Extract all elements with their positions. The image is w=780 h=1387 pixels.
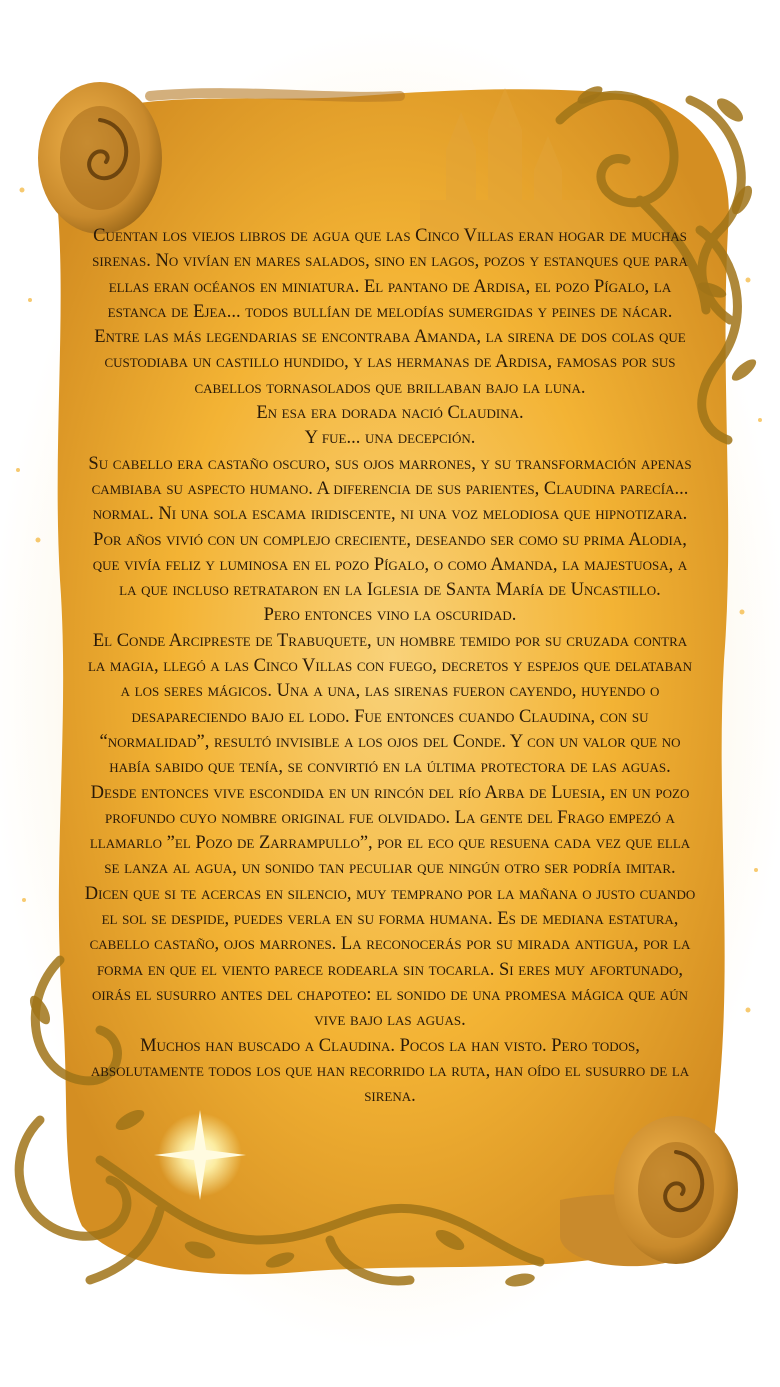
story-paragraph: Pero entonces vino la oscuridad. — [263, 605, 517, 626]
story-paragraph: Dicen que si te acercas en silencio, muy temprano por la mañana o justo cuando el sol se despide, puedes verla en su forma humana. Es de mediana estatura, cabello castaño, ojos marrones. La reconocerás por su mirada antigua, por la forma en que el viento parece rodearla sin tocarla. Si eres muy afortunado, oirás el susurro antes del chapoteo: el sonido de una promesa mágica que aún vive bajo las aguas. — [84, 883, 696, 1031]
story-paragraph: Su cabello era castaño oscuro, sus ojos marrones, y su transformación apenas cambiaba su aspecto humano. A diferencia de sus parientes, Claudina parecía... normal. Ni una sola escama iridiscente, ni una voz melodiosa que hipnotizara. — [88, 453, 692, 525]
story-paragraph: Muchos han buscado a Claudina. Pocos la han visto. Pero todos, absolutamente todos los que han recorrido la ruta, han oído el susurro de la sirena. — [90, 1035, 690, 1107]
story-paragraph: El Conde Arcipreste de Trabuquete, un hombre temido por su cruzada contra la magia, llegó a las Cinco Villas con fuego, decretos y espejos que delataban a los seres mágicos. Una a una, las sirenas fueron cayendo, huyendo o desapareciendo bajo el lodo. Fue entonces cuando Claudina, con su “normalidad”, resultó invisible a los ojos del Conde. Y con un valor que no había sabido que tenía, se convirtió en la última protectora de las aguas. — [87, 630, 693, 778]
story-paragraph: Y fue... una decepción. — [304, 428, 476, 449]
story-text — [84, 224, 696, 1109]
story-paragraph: Entre las más legendarias se encontraba Amanda, la sirena de dos colas que custodiaba un castillo hundido, y las hermanas de Ardisa, famosas por sus cabellos tornasolados que brillaban bajo la luna. — [94, 327, 686, 398]
story-paragraph: En esa era dorada nació Claudina. — [256, 403, 524, 424]
story-paragraph: Cuentan los viejos libros de agua que las Cinco Villas eran hogar de muchas sirenas. No vivían en mares salados, sino en lagos, pozos y estanques que para ellas eran océanos en miniatura. El pantano de Ardisa, el pozo Pígalo, la estanca de Ejea... todos bullían de melodías sumergidas y peines de nácar. — [92, 226, 688, 322]
story-paragraph: Por años vivió con un complejo creciente, deseando ser como su prima Alodia, que vivía feliz y luminosa en el pozo Pígalo, o como Amanda, la majestuosa, a la que incluso retrataron en la Iglesia de Santa María de Uncastillo. — [92, 529, 688, 601]
story-paragraph: Desde entonces vive escondida en un rincón del río Arba de Luesia, en un pozo profundo cuyo nombre original fue olvidado. La gente del Frago empezó a llamarlo ”el Pozo de Zarrampullo”, por el eco que resuena cada vez que ella se lanza al agua, un sonido tan peculiar que ningún otro ser podría imitar. — [89, 782, 691, 879]
